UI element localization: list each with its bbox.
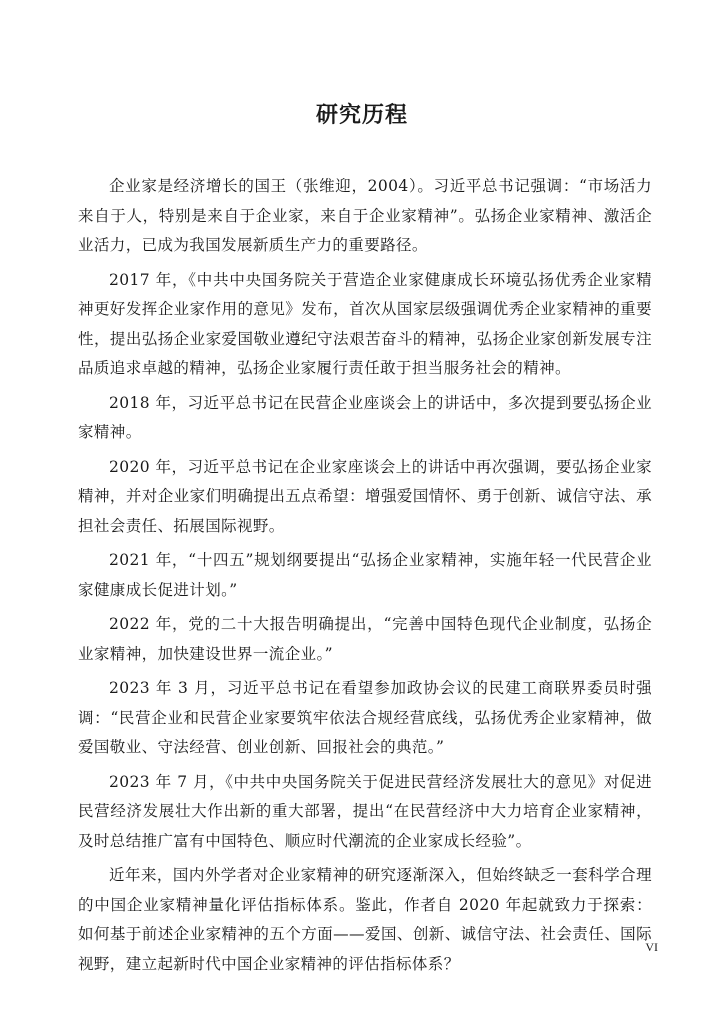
paragraph-3: 2018 年，习近平总书记在民营企业座谈会上的讲话中，多次提到要弘扬企业家精神。 bbox=[78, 393, 652, 441]
paragraph-2: 2017 年，《中共中央国务院关于营造企业家健康成长环境弘扬优秀企业家精神更好发挥企业家作用的意见》发布，首次从国家层级强调优秀企业家精神的重要性，提出弘扬企业家爱国敬业遵纪守法艰苦奋斗的精神，弘扬企业家创新发展专注品质追求卓越的精神，弘扬企业家履行责任敢于担当服务社会的精神。 bbox=[78, 270, 652, 377]
paragraph-9: 近年来，国内外学者对企业家精神的研究逐渐深入，但始终缺乏一套科学合理的中国企业家精神量化评估指标体系。鉴此，作者自 2020 年起就致力于探索：如何基于前述企业家精神的五个方面——爱国、创新、诚信守法、社会责任、国际视野，建立起新时代中国企业家精神的评估指标体系？ bbox=[78, 866, 652, 973]
paragraph-8: 2023 年 7 月，《中共中央国务院关于促进民营经济发展壮大的意见》对促进民营经济发展壮大作出新的重大部署，提出“在民营经济中大力培育企业家精神，及时总结推广富有中国特色、顺应时代潮流的企业家成长经验”。 bbox=[78, 772, 652, 850]
paragraph-7: 2023 年 3 月，习近平总书记在看望参加政协会议的民建工商联界委员时强调：“民营企业和民营企业家要筑牢依法合规经营底线，弘扬优秀企业家精神，做爱国敬业、守法经营、创业创新、回报社会的典范。” bbox=[78, 679, 652, 756]
paragraph-4: 2020 年，习近平总书记在企业家座谈会上的讲话中再次强调，要弘扬企业家精神，并对企业家们明确提出五点希望：增强爱国情怀、勇于创新、诚信守法、承担社会责任、拓展国际视野。 bbox=[78, 457, 652, 535]
page-number: VI bbox=[645, 940, 658, 954]
paragraph-1: 企业家是经济增长的国王（张维迎，2004）。习近平总书记强调：“市场活力来自于人，特别是来自于企业家，来自于企业家精神”。弘扬企业家精神、激活企业活力，已成为我国发展新质生产力的重要路径。 bbox=[78, 177, 652, 254]
body-text bbox=[78, 172, 652, 984]
page-title: 研究历程 bbox=[315, 102, 408, 128]
paragraph-6: 2022 年，党的二十大报告明确提出，“完善中国特色现代企业制度，弘扬企业家精神，加快建设世界一流企业。” bbox=[78, 615, 652, 663]
paragraph-5: 2021 年，“十四五”规划纲要提出“弘扬企业家精神，实施年轻一代民营企业家健康成长促进计划。” bbox=[78, 551, 652, 599]
